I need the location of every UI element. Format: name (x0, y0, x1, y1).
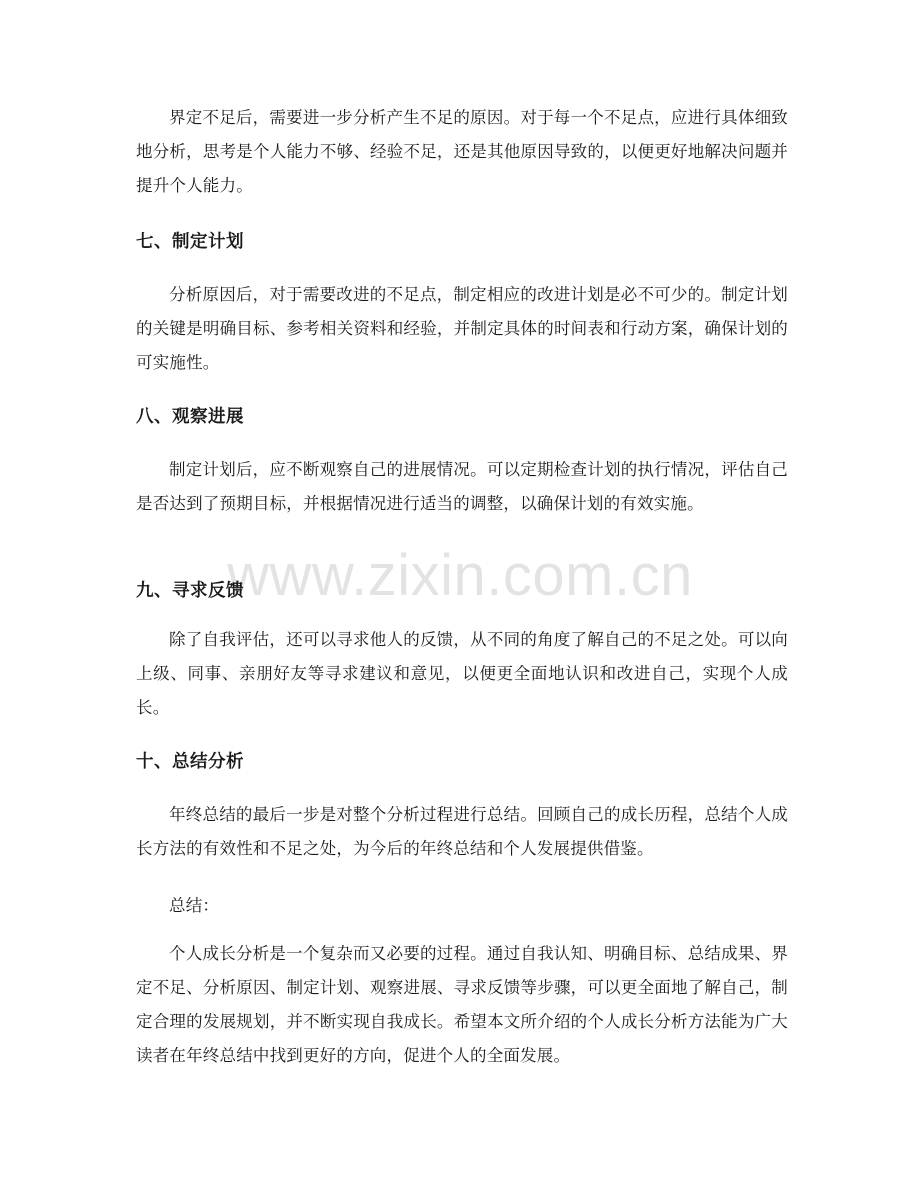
section-heading-text: 八、观察进展 (136, 407, 244, 427)
section-heading-text: 七、制定计划 (136, 232, 244, 252)
section-body-8 (136, 453, 788, 521)
paragraph-text: 除了自我评估，还可以寻求他人的反馈，从不同的角度了解自己的不足之处。可以向上级、同事、亲朋好友等寻求建议和意见，以便更全面地认识和改进自己，实现个人成长。 (136, 630, 788, 717)
summary-label-text: 总结： (169, 896, 220, 915)
section-body-9 (136, 623, 788, 725)
section-heading-text: 十、总结分析 (136, 752, 244, 772)
section-heading-text: 九、寻求反馈 (136, 581, 244, 601)
paragraph-text: 分析原因后，对于需要改进的不足点，制定相应的改进计划是必不可少的。制定计划的关键是明确目标、参考相关资料和经验，并制定具体的时间表和行动方案，确保计划的可实施性。 (136, 285, 788, 372)
paragraph-text: 界定不足后，需要进一步分析产生不足的原因。对于每一个不足点，应进行具体细致地分析，思考是个人能力不够、经验不足，还是其他原因导致的，以便更好地解决问题并提升个人能力。 (136, 108, 788, 195)
section-heading-8 (136, 402, 788, 432)
paragraph-text: 制定计划后，应不断观察自己的进展情况。可以定期检查计划的执行情况，评估自己是否达到了预期目标，并根据情况进行适当的调整，以确保计划的有效实施。 (136, 460, 788, 513)
paragraph-text: 个人成长分析是一个复杂而又必要的过程。通过自我认知、明确目标、总结成果、界定不足、分析原因、制定计划、观察进展、寻求反馈等步骤，可以更全面地了解自己，制定合理的发展规划，并不断实现自我成长。希望本文所介绍的个人成长分析方法能为广大读者在年终总结中找到更好的方向，促进个人的全面发展。 (136, 944, 788, 1065)
watermark: www.zixin.com.cn (227, 543, 693, 608)
section-body-7 (136, 278, 788, 380)
paragraph-text: 年终总结的最后一步是对整个分析过程进行总结。回顾自己的成长历程，总结个人成长方法的有效性和不足之处，为今后的年终总结和个人发展提供借鉴。 (136, 805, 788, 858)
summary-body (136, 937, 788, 1073)
section-body-10 (136, 798, 788, 866)
section-heading-10 (136, 747, 788, 777)
section-heading-7 (136, 227, 788, 257)
section-heading-9 (136, 576, 788, 606)
summary-label (136, 889, 788, 923)
paragraph-intro (136, 101, 788, 203)
